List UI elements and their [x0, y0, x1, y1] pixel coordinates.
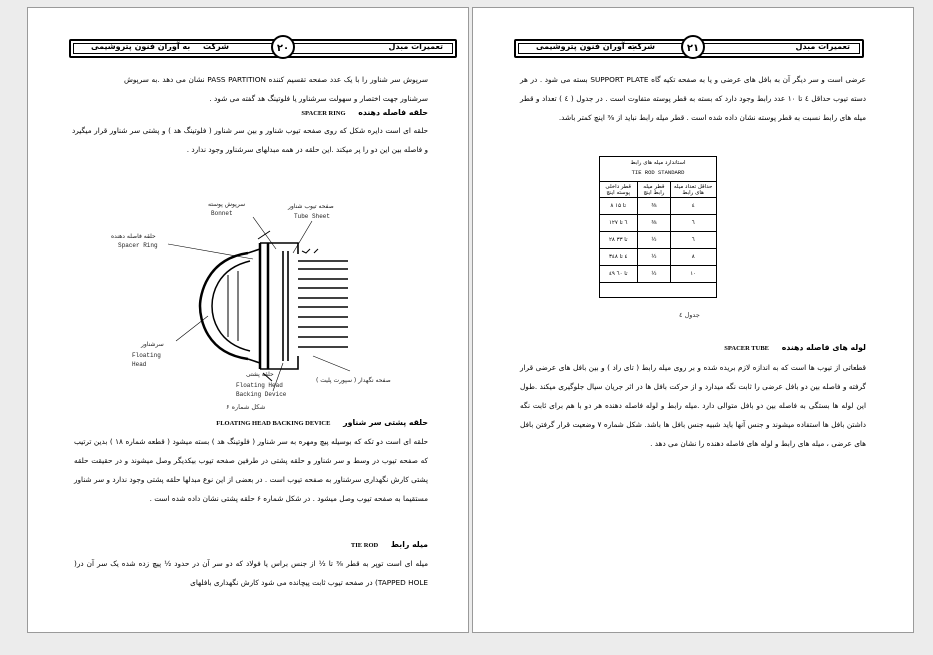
header-company-word: شرکت: [203, 42, 229, 51]
tie-rod-paragraph: میله ای است توپر به قطر ⅜ تا ½ از جنس براس یا فولاد که دو سر آن در حدود ½ پیچ زده شده یک سر آن در( TAPPED HOLE) در صفحه تیوب ثابت پیچانده می شود کارش نگهداری بافلهای: [74, 559, 428, 587]
intro-paragraph: سرپوش سر شناور را با یک عدد صفحه تقسیم کننده PASS PARTITION نشان می دهد .به سرپوش سرشناور جهت اختصار و سهولت سرشناور یا فلوتینگ هد گفته می شود .: [124, 75, 428, 103]
spacer-ring-paragraph: حلقه ای است دایره شکل که روی صفحه تیوب شناور و بین سر شناور ( فلوتینگ هد ) و پشتی سر شناور قرار میگیرد و فاصله بین این دو را پر میکند .این حلقه در همه مبدلهای سرشناور وجود ندارد .: [72, 126, 428, 154]
cell: ٦: [670, 232, 716, 249]
label-spacer-en: Spacer Ring: [118, 242, 158, 249]
spacer-tube-heading: [724, 343, 866, 352]
heading-fa: حلقه فاصله دهنده: [358, 108, 428, 117]
header-company-word: شرکت: [629, 42, 655, 51]
cell: ½: [637, 232, 670, 249]
label-tube-sheet-fa: صفحه تیوب شناور: [288, 203, 334, 210]
figure-6: [88, 191, 391, 406]
page-header: [514, 39, 864, 58]
tie-rod-table-wrap: [599, 156, 717, 298]
label-floating-en-1: Floating: [132, 352, 161, 359]
page-number: ۲۱: [681, 35, 705, 59]
cell: ٤۹ تا ٦۰: [599, 266, 637, 283]
backing-heading: [216, 418, 428, 427]
heading-fa: حلقه پشتی سر شناور: [343, 418, 428, 427]
table-title-en: TIE ROD STANDARD: [631, 169, 685, 176]
header-company-name: به آوران فنون پتروشیمی: [91, 42, 191, 51]
heading-en: TIE ROD: [350, 542, 379, 549]
table-caption: جدول ٤: [679, 311, 700, 319]
spacer-tube-paragraph: قطعاتی از تیوب ها است که به اندازه لازم بریده شده و بر روی میله رابط ( تای راد ) و بین بافل های عرضی قرار گرفته و فاصله بین دو بافل عرضی را ثابت نگه میدارد و از حرکت بافل ها در اثر جریان سیال جلوگیری میکند .طول این لوله ها بستگی به فاصله بین دو بافل متوالی دارد .میله رابط و لوله فاصله دهنده هر دو با هم برای ثابت نگه داشتن بافل ها استفاده میشوند و جنس آنها باید شبیه جنس بافل ها باشد. شکل شماره ۷ وضعیت قرار گرفتن بافل های عرضی ، میله های رابط و لوله های فاصله دهنده را نشان می دهد .: [520, 363, 866, 448]
label-backing-fa: حلقه پشتی: [246, 371, 274, 378]
cell: ⅜: [637, 215, 670, 232]
table-row: [599, 215, 716, 232]
intro-paragraph: عرضی است و سر دیگر آن به بافل های عرضی و یا به صفحه تکیه گاه SUPPORT PLATE بسته می شود . در هر دسته تیوب حداقل ٤ تا ۱۰ عدد رابط وجود دارد که بسته به قطر پوسته متفاوت است . در جدول ( ٤ ) تعداد و قطر میله های رابط نسبت به قطر پوسته نشان داده شده است . قطر میله رابط نباید از ⅜ اینچ کمتر باشد.: [520, 75, 866, 122]
cell: ½: [637, 266, 670, 283]
right-page: [472, 7, 914, 633]
label-floating-en-2: Head: [132, 361, 147, 368]
col-min-rods: حداقل تعداد میله های رابط: [670, 182, 716, 198]
table-row: [599, 232, 716, 249]
spacer-ring-heading: [301, 108, 428, 117]
cell: ۸: [670, 249, 716, 266]
cell: ⅜: [637, 198, 670, 215]
label-bonnet-en: Bonnet: [211, 210, 233, 217]
cell: ٤: [670, 198, 716, 215]
cell: ۱٦ تا ۲۷: [599, 215, 637, 232]
heading-en: SPACER RING: [301, 110, 346, 117]
cell: ٦: [670, 215, 716, 232]
cell: ۲۸ تا ۳۳: [599, 232, 637, 249]
label-support-plate-fa: صفحه نگهدار ( سپورت پلیت ): [316, 377, 391, 384]
col-shell-diameter: قطر داخلی پوسته اینچ: [599, 182, 637, 198]
heading-en: FLOATING HEAD BACKING DEVICE: [216, 420, 331, 427]
heading-fa: میله رابط: [390, 540, 428, 549]
cell: ۱۰: [670, 266, 716, 283]
page-number: ۲۰: [271, 35, 295, 59]
table-row: [599, 249, 716, 266]
cell: ½: [637, 249, 670, 266]
cell: ۳٤ تا ٤۸: [599, 249, 637, 266]
label-floating-fa: سرشناور: [141, 341, 164, 348]
heading-fa: لوله های فاصله دهنده: [781, 343, 866, 352]
label-spacer-fa: حلقه فاصله دهنده: [111, 233, 156, 240]
header-section-title: تعمیرات مبدل: [388, 42, 443, 51]
backing-paragraph: حلقه ای است دو تکه که بوسیله پیچ ومهره به سر شناور ( فلوتینگ هد ) بسته میشود ( قطعه شماره ۱۸ ) بدین ترتیب که صفحه تیوب در وسط و سر شناور و حلقه پشتی در طرفین صفحه تیوب بیکدیگر وصل میشوند و در حقیقت حلقه پشتی کارش نگهداری سرشناور به صفحه تیوب است . در بعضی از این نوع مبدلها حلقه پشتی وجود ندارد و سر شناور مستقیما به صفحه تیوب وصل میشود . در شکل شماره ۶ حلقه پشتی نشان داده شده است .: [74, 437, 428, 503]
tie-rod-table: [599, 181, 717, 283]
table-title-fa: استاندارد میله های رابط: [630, 160, 686, 166]
heading-en: SPACER TUBE: [724, 345, 769, 352]
col-rod-diameter: قطر میله رابط اینچ: [637, 182, 670, 198]
page-header: [69, 39, 457, 58]
floating-head-drawing: [88, 191, 388, 406]
table-row: [599, 198, 716, 215]
left-page: [27, 7, 469, 633]
label-backing-en-1: Floating Head: [236, 382, 283, 389]
table-row: [599, 266, 716, 283]
label-bonnet-fa: سرپوش پوسته: [208, 201, 246, 208]
label-backing-en-2: Backing Device: [236, 391, 287, 398]
cell: ۸ تا ۱۵: [599, 198, 637, 215]
tie-rod-heading: [351, 540, 428, 549]
figure-caption: شکل شماره ۶: [226, 403, 266, 411]
label-tube-sheet-en: Tube Sheet: [294, 213, 331, 220]
header-section-title: تعمیرات مبدل: [795, 42, 850, 51]
header-company-name: به آوران فنون پتروشیمی: [536, 42, 636, 51]
